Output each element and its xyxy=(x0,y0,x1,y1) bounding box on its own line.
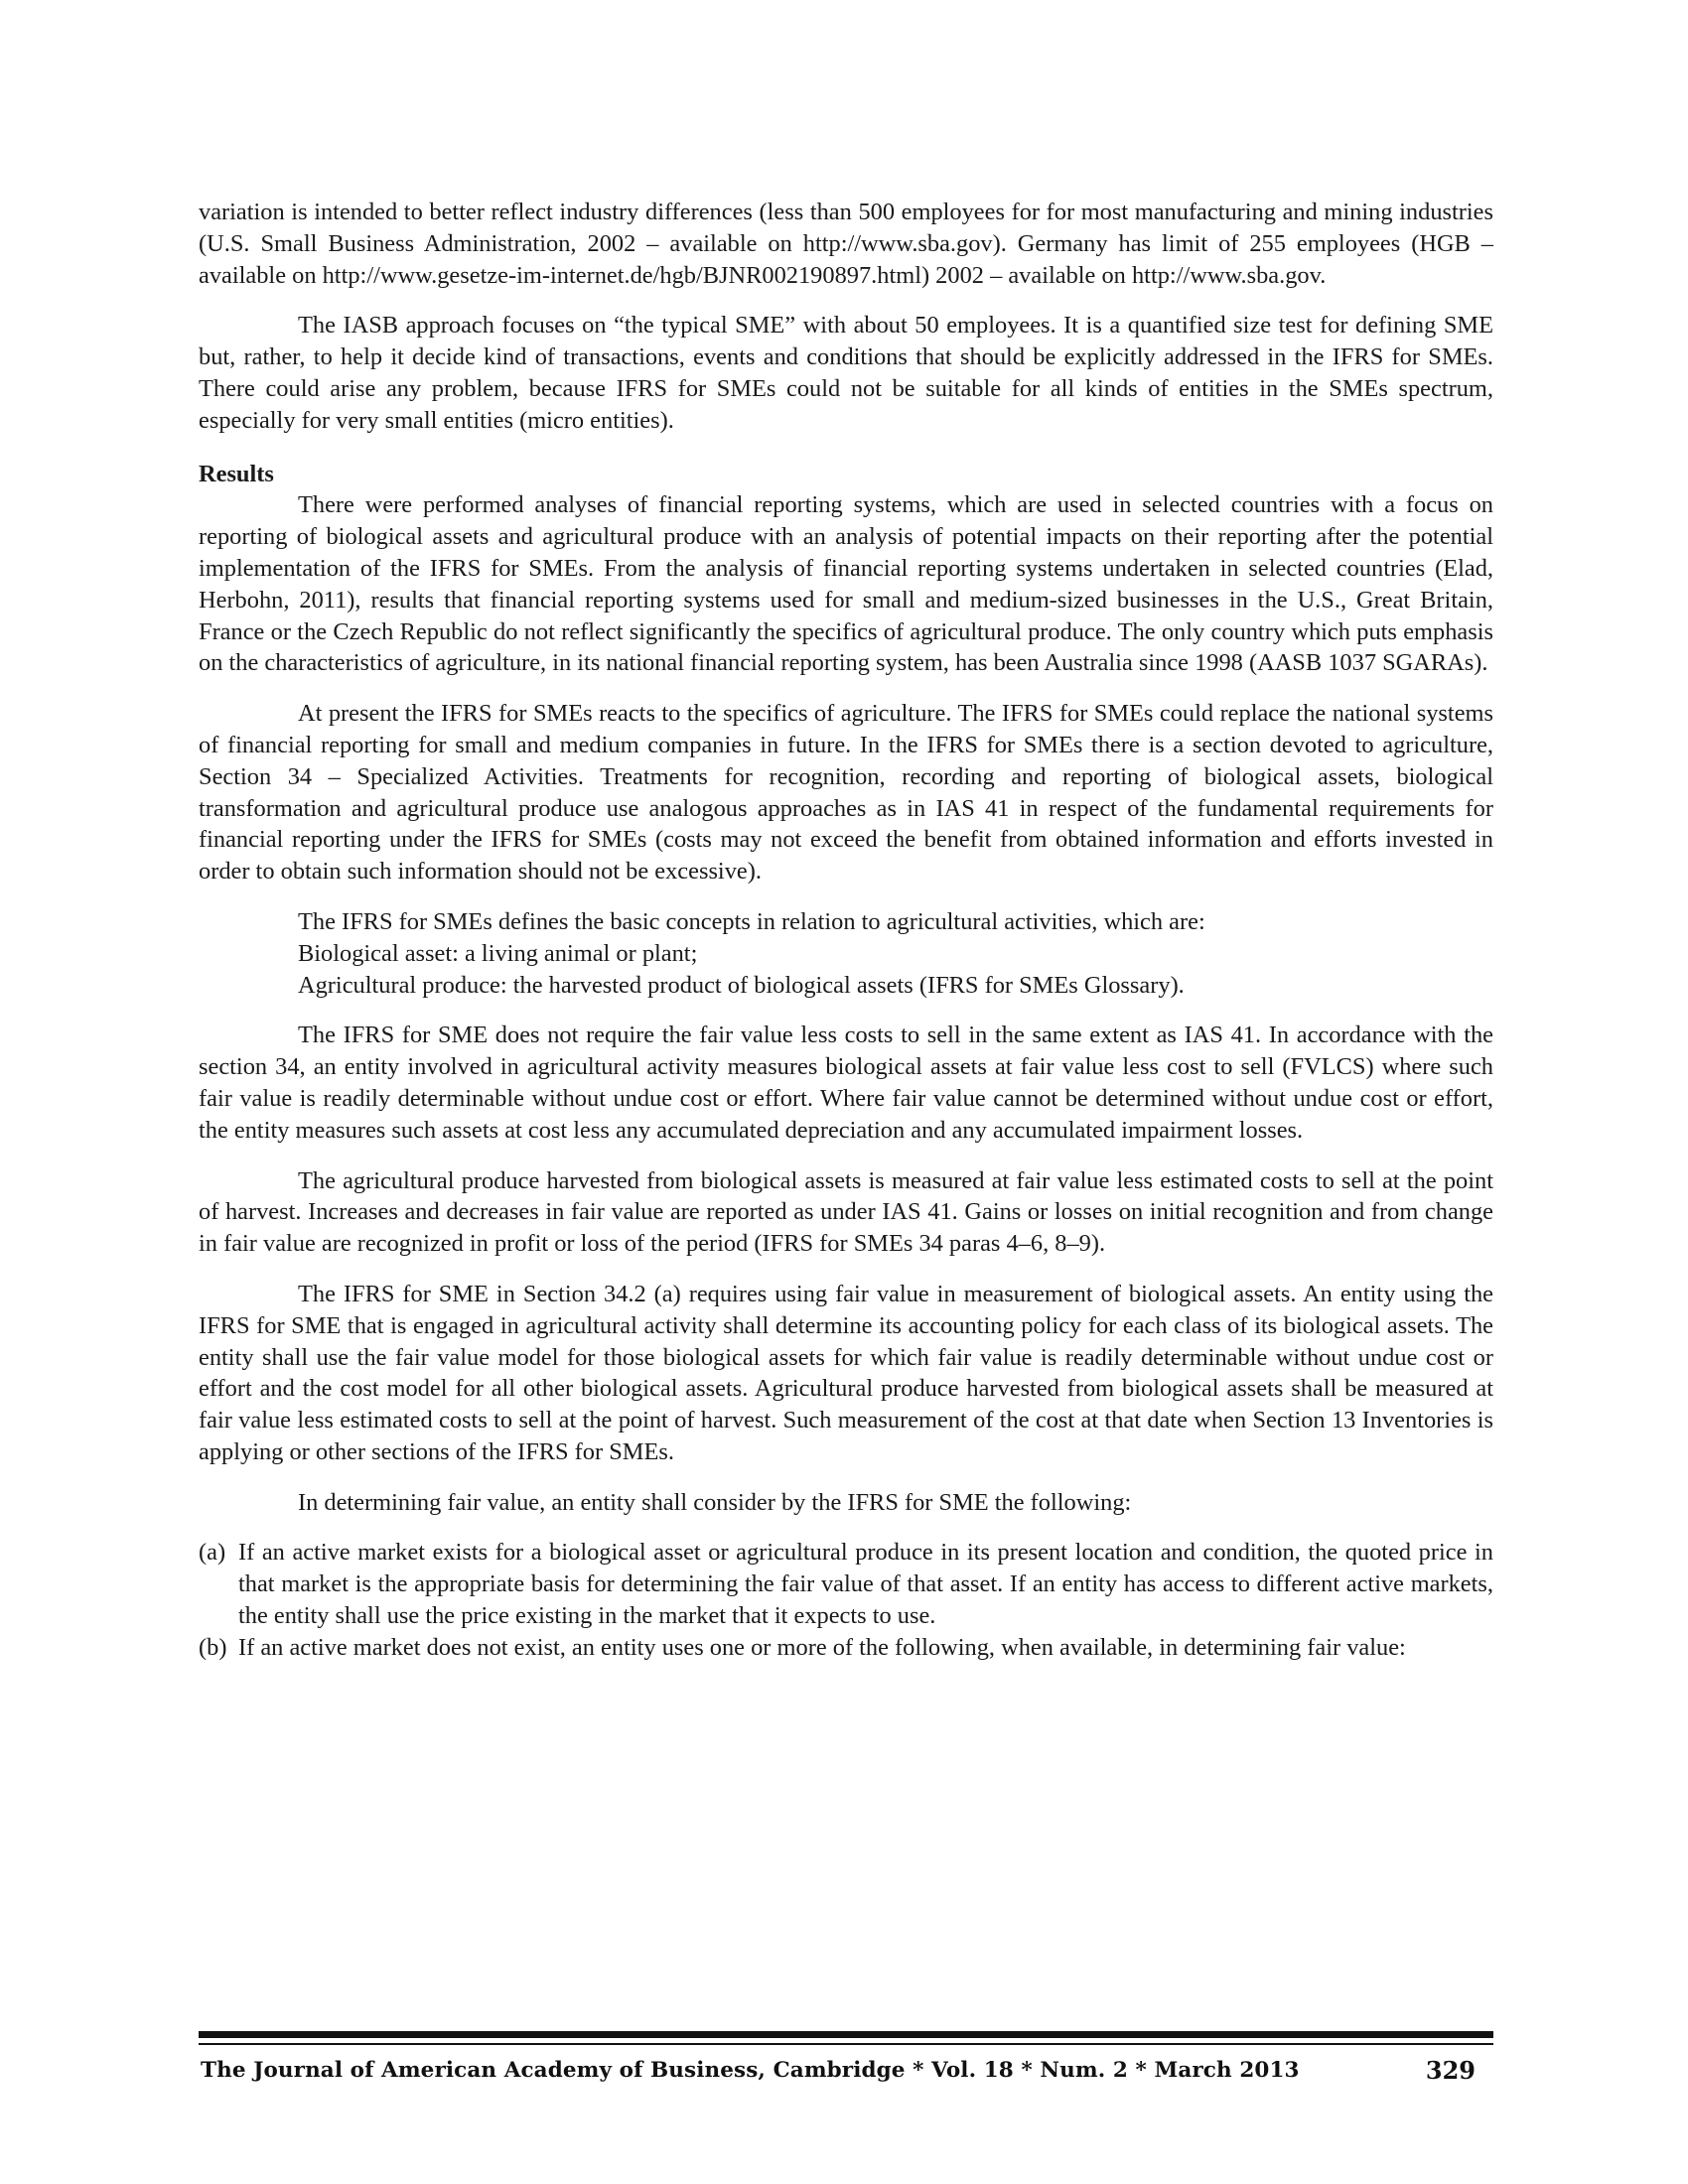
list-marker: (a) xyxy=(199,1539,226,1567)
list-item-text: If an active market does not exist, an entity uses one or more of the following, when available, in determining fair value: xyxy=(238,1633,1406,1661)
paragraph: There were performed analyses of financial reporting systems, which are used in selected countries with a focus on reporting of biological assets and agricultural produce with an analysis of potential impacts on their reporting after the potential implementation of the IFRS for SMEs. From the analysis of financial reporting systems undertaken in selected countries (Elad, Herbohn, 2011), results that financial reporting systems used for small and medium-sized businesses in the U.S., Great Britain, France or the Czech Republic do not reflect significantly the specifics of agricultural produce. The only country which puts emphasis on the characteristics of agriculture, in its national financial reporting system, has been Australia since 1998 (AASB 1037 SGARAs). xyxy=(199,491,1493,677)
paragraph: At present the IFRS for SMEs reacts to the specifics of agriculture. The IFRS for SMEs could replace the national systems of financial reporting for small and medium companies in future. In the IFRS for SMEs there is a section devoted to agriculture, Section 34 – Specialized Activities. Treatments for recognition, recording and reporting of biological assets, biological transformation and agricultural produce use analogous approaches as in IAS 41 in respect of the fundamental requirements for financial reporting under the IFRS for SMEs (costs may not exceed the benefit from obtained information and efforts invested in order to obtain such information should not be excessive). xyxy=(199,700,1493,886)
footer-rule-thin xyxy=(199,2043,1493,2045)
article-body xyxy=(199,197,1493,1664)
definition-line: Agricultural produce: the harvested product of biological assets (IFRS for SMEs Glossary). xyxy=(298,971,1185,999)
page-footer xyxy=(199,2051,1493,2091)
list-marker: (b) xyxy=(199,1633,227,1661)
paragraph: variation is intended to better reflect industry differences (less than 500 employees for for most manufacturing and mining industries (U.S. Small Business Administration, 2002 – available on http://www.sba.gov). Germany has limit of 255 employees (HGB – available on http://www.gesetze-im-internet.de/hgb/BJNR002190897.html) 2002 – available on http://www.sba.gov. xyxy=(199,199,1493,289)
paragraph: The IASB approach focuses on “the typical SME” with about 50 employees. It is a quantified size test for defining SME but, rather, to help it decide kind of transactions, events and conditions that should be explicitly addressed in the IFRS for SMEs. There could arise any problem, because IFRS for SMEs could not be suitable for all kinds of entities in the SMEs spectrum, especially for very small entities (micro entities). xyxy=(199,312,1493,434)
section-heading-results: Results xyxy=(199,460,274,487)
paragraph: The IFRS for SMEs defines the basic concepts in relation to agricultural activities, which are: xyxy=(298,907,1205,935)
journal-citation: The Journal of American Academy of Business, Cambridge * Vol. 18 * Num. 2 * March 2013 xyxy=(201,2058,1300,2083)
paragraph: In determining fair value, an entity shall consider by the IFRS for SME the following: xyxy=(298,1488,1132,1516)
paragraph: The IFRS for SME does not require the fair value less costs to sell in the same extent as IAS 41. In accordance with the section 34, an entity involved in agricultural activity measures biological assets at fair value less cost to sell (FVLCS) where such fair value is readily determinable without undue cost or effort. Where fair value cannot be determined without undue cost or effort, the entity measures such assets at cost less any accumulated depreciation and any accumulated impairment losses. xyxy=(199,1022,1493,1144)
footer-rule-thick xyxy=(199,2031,1493,2038)
page-number: 329 xyxy=(1425,2056,1476,2085)
list-item xyxy=(199,1537,1493,1631)
paragraph: The agricultural produce harvested from biological assets is measured at fair value less estimated costs to sell at the point of harvest. Increases and decreases in fair value are reported as under IAS 41. Gains or losses on initial recognition and from change in fair value are recognized in profit or loss of the period (IFRS for SMEs 34 paras 4–6, 8–9). xyxy=(199,1166,1493,1258)
paragraph: The IFRS for SME in Section 34.2 (a) requires using fair value in measurement of biological assets. An entity using the IFRS for SME that is engaged in agricultural activity shall determine its accounting policy for each class of its biological assets. The entity shall use the fair value model for those biological assets for which fair value is readily determinable without undue cost or effort and the cost model for all other biological assets. Agricultural produce harvested from biological assets shall be measured at fair value less estimated costs to sell at the point of harvest. Such measurement of the cost at that date when Section 13 Inventories is applying or other sections of the IFRS for SMEs. xyxy=(199,1280,1493,1465)
list-item xyxy=(199,1632,1493,1664)
list-item-text: If an active market exists for a biological asset or agricultural produce in its present location and condition, the quoted price in that market is the appropriate basis for determining the fair value of that asset. If an entity has access to different active markets, the entity shall use the price existing in the market that it expects to use. xyxy=(238,1539,1493,1630)
definition-line: Biological asset: a living animal or plant; xyxy=(298,939,698,967)
